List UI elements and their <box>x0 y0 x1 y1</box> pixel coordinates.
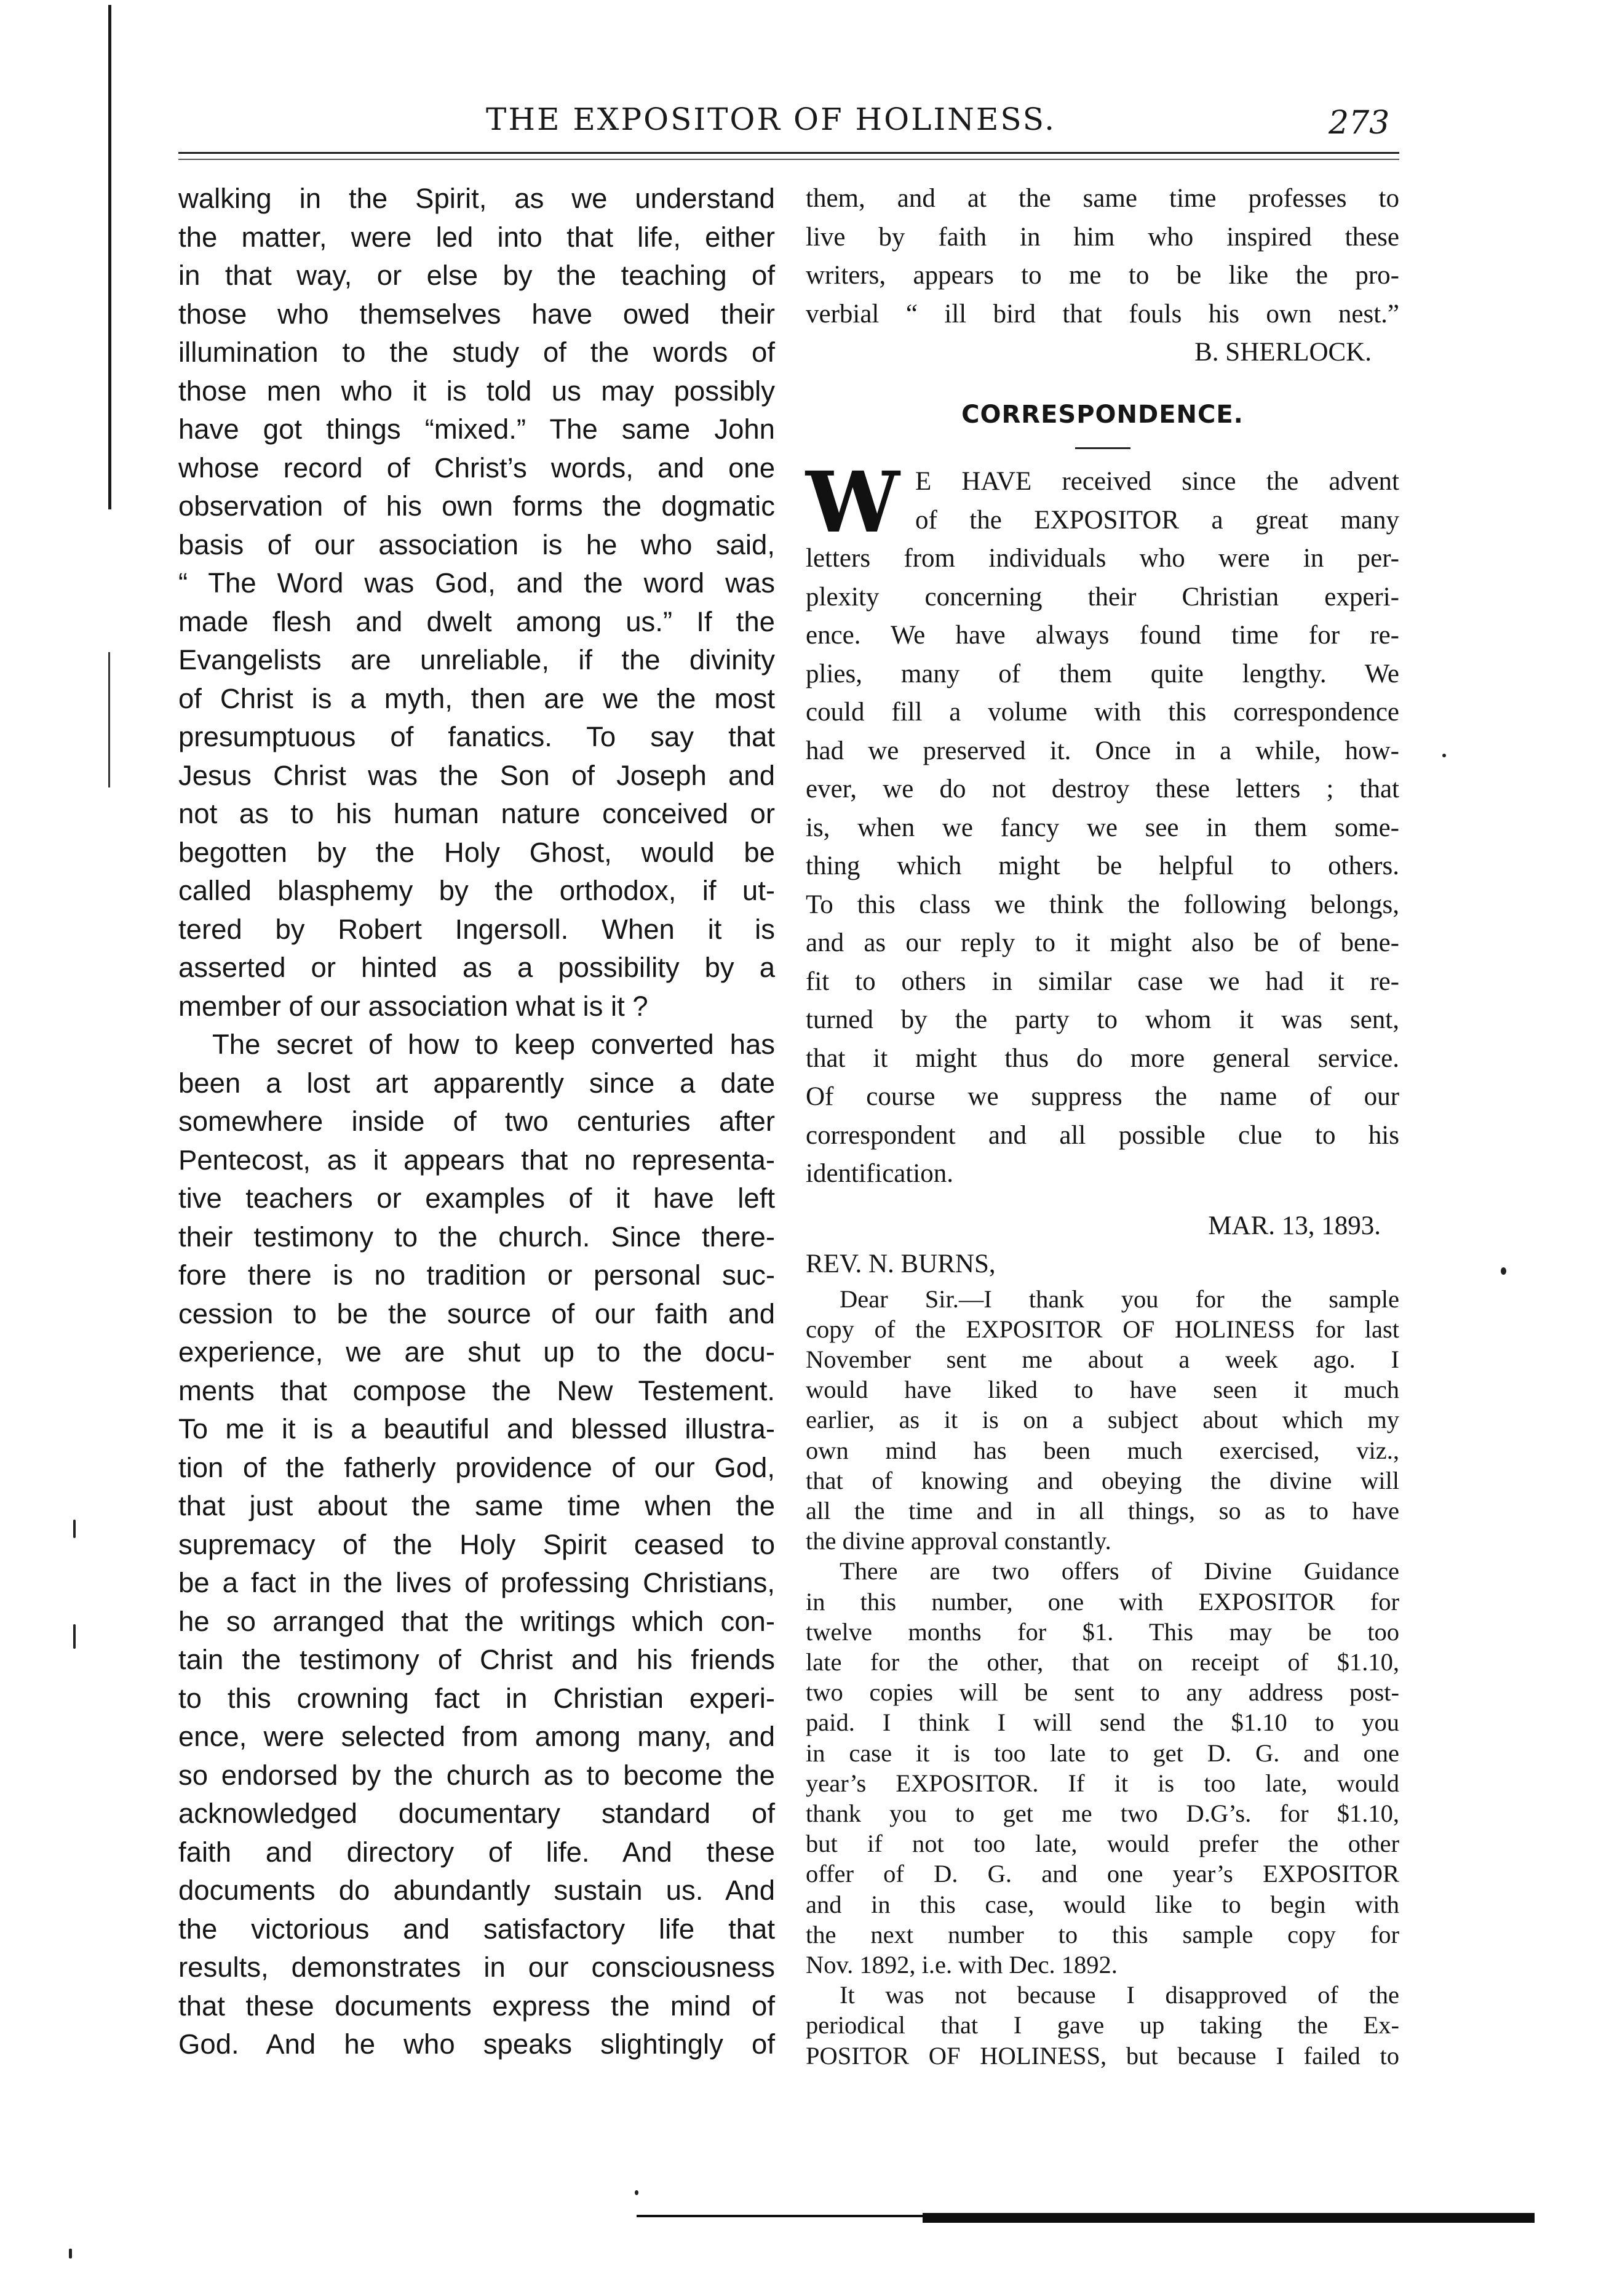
text-line: observation of his own forms the dogmatic <box>178 490 775 522</box>
text-line: earlier, as it is on a subject about which my <box>806 1406 1399 1434</box>
text-line: correspondent and all possible clue to his <box>806 1120 1399 1150</box>
left-column <box>178 180 775 2064</box>
text-line: To me it is a beautiful and blessed illustra- <box>178 1413 775 1445</box>
binding-edge-rule <box>108 5 111 509</box>
text-line: begotten by the Holy Ghost, would be <box>178 836 775 868</box>
text-line: that it might thus do more general service. <box>806 1043 1399 1073</box>
text-line: fore there is no tradition or personal suc- <box>178 1259 775 1291</box>
text-line: to this crowning fact in Christian experi- <box>178 1682 775 1714</box>
letter-date: MAR. 13, 1893. <box>1208 1211 1381 1240</box>
text-line: be a fact in the lives of professing Christians, <box>178 1567 775 1598</box>
text-line: thank you to get me two D.G’s. for $1.10, <box>806 1799 1399 1827</box>
text-line: documents do abundantly sustain us. And <box>178 1875 775 1906</box>
text-line: that of knowing and obeying the divine will <box>806 1466 1399 1494</box>
ink-speck <box>73 1520 76 1538</box>
text-line: letters from individuals who were in per- <box>806 544 1399 573</box>
text-line: those men who it is told us may possibly <box>178 375 775 407</box>
ink-speck <box>73 1624 76 1649</box>
text-line: To this class we think the following belongs, <box>806 890 1399 919</box>
right-column <box>806 180 1399 2071</box>
text-line: identification. <box>806 1159 954 1188</box>
text-line: their testimony to the church. Since there- <box>178 1221 775 1253</box>
text-line: in this number, one with EXPOSITOR for <box>806 1587 1399 1616</box>
text-line: that just about the same time when the <box>178 1490 775 1521</box>
paragraph-first-line: Dear Sir.—I thank you for the sample <box>840 1285 1399 1313</box>
text-line: the next number to this sample copy for <box>806 1920 1399 1948</box>
text-line: in case it is too late to get D. G. and one <box>806 1739 1399 1767</box>
text-line: called blasphemy by the orthodox, if ut- <box>178 875 775 906</box>
text-line: and as our reply to it might also be of bene- <box>806 928 1399 957</box>
text-line: made flesh and dwelt among us.” If the <box>178 605 775 637</box>
text-line: writers, appears to me to be like the pro- <box>806 261 1399 290</box>
text-line: ence. We have always found time for re- <box>806 621 1399 650</box>
paragraph-first-line: It was not because I disapproved of the <box>840 1981 1399 2009</box>
text-line: member of our association what is it ? <box>178 990 648 1022</box>
text-line: walking in the Spirit, as we understand <box>178 183 775 214</box>
section-heading: CORRESPONDENCE. <box>961 400 1244 429</box>
text-line: supremacy of the Holy Spirit ceased to <box>178 1528 775 1560</box>
text-line: presumptuous of fanatics. To say that <box>178 721 775 752</box>
header-rule <box>178 152 1399 154</box>
text-line: E HAVE received since the advent <box>915 467 1399 496</box>
ink-speck <box>635 2190 638 2195</box>
text-line: whose record of Christ’s words, and one <box>178 452 775 484</box>
text-line: of Christ is a myth, then are we the most <box>178 682 775 714</box>
text-line: “ The Word was God, and the word was <box>178 567 775 599</box>
text-line: tered by Robert Ingersoll. When it is <box>178 913 775 945</box>
text-line: year’s EXPOSITOR. If it is too late, would <box>806 1769 1399 1797</box>
text-line: November sent me about a week ago. I <box>806 1345 1399 1373</box>
text-line: ence, were selected from among many, and <box>178 1721 775 1752</box>
text-line: late for the other, that on receipt of $1.10, <box>806 1648 1399 1676</box>
text-line: somewhere inside of two centuries after <box>178 1106 775 1137</box>
text-line: faith and directory of life. And these <box>178 1836 775 1868</box>
text-line: he so arranged that the writings which con- <box>178 1605 775 1637</box>
text-line: ever, we do not destroy these letters ; that <box>806 775 1399 803</box>
text-line: the divine approval constantly. <box>806 1527 1111 1555</box>
text-line: but if not too late, would prefer the other <box>806 1830 1399 1858</box>
ink-speck <box>69 2249 72 2258</box>
drop-cap-letter: W <box>806 453 900 552</box>
text-line: POSITOR OF HOLINESS, but because I failed to <box>806 2041 1399 2070</box>
text-line: verbial “ ill bird that fouls his own nest.” <box>806 299 1399 329</box>
heading-rule <box>1075 447 1130 449</box>
text-line: of the EXPOSITOR a great many <box>915 505 1399 535</box>
text-line: paid. I think I will send the $1.10 to you <box>806 1708 1399 1737</box>
text-line: fit to others in similar case we had it re- <box>806 967 1399 996</box>
text-line: Jesus Christ was the Son of Joseph and <box>178 759 775 791</box>
text-line: offer of D. G. and one year’s EXPOSITOR <box>806 1860 1399 1888</box>
footer-ink-bar <box>923 2213 1535 2223</box>
paragraph-first-line: There are two offers of Divine Guidance <box>840 1557 1399 1585</box>
text-line: had we preserved it. Once in a while, how- <box>806 736 1399 765</box>
text-line: tion of the fatherly providence of our God, <box>178 1451 775 1483</box>
page-number: 273 <box>1329 105 1390 142</box>
letter-body <box>806 1284 1399 2071</box>
text-line: tain the testimony of Christ and his friends <box>178 1644 775 1675</box>
text-line: tive teachers or examples of it have left <box>178 1182 775 1214</box>
text-line: twelve months for $1. This may be too <box>806 1617 1399 1646</box>
text-line: acknowledged documentary standard of <box>178 1798 775 1829</box>
ink-speck <box>1442 754 1446 757</box>
text-line: the victorious and satisfactory life that <box>178 1913 775 1945</box>
ink-speck <box>1501 1267 1506 1275</box>
text-line: is, when we fancy we see in them some- <box>806 813 1399 842</box>
binding-edge-rule <box>108 652 110 787</box>
header-rule-thin <box>178 159 1399 160</box>
text-line: basis of our association is he who said, <box>178 528 775 560</box>
text-line: Pentecost, as it appears that no representa- <box>178 1144 775 1176</box>
text-line: own mind has been much exercised, viz., <box>806 1436 1399 1464</box>
text-line: Evangelists are unreliable, if the divinity <box>178 644 775 676</box>
text-line: illumination to the study of the words of <box>178 337 775 368</box>
paragraph-first-line: The secret of how to keep converted has <box>212 1029 775 1060</box>
text-line: periodical that I gave up taking the Ex- <box>806 2011 1399 2039</box>
text-line: live by faith in him who inspired these <box>806 222 1399 252</box>
text-line: experience, we are shut up to the docu- <box>178 1336 775 1368</box>
text-line: cession to be the source of our faith and <box>178 1297 775 1329</box>
article-signature: B. SHERLOCK. <box>1194 338 1372 367</box>
text-line: would have liked to have seen it much <box>806 1376 1399 1404</box>
running-header-title: THE EXPOSITOR OF HOLINESS. <box>486 102 1057 137</box>
text-line: in that way, or else by the teaching of <box>178 260 775 291</box>
text-line: those who themselves have owed their <box>178 298 775 330</box>
text-line: the matter, were led into that life, either <box>178 221 775 253</box>
correspondence-intro <box>806 453 1399 1194</box>
text-line: have got things “mixed.” The same John <box>178 413 775 445</box>
letter-salutation: REV. N. BURNS, <box>806 1250 996 1278</box>
text-line: could fill a volume with this correspondence <box>806 698 1399 727</box>
text-line: Nov. 1892, i.e. with Dec. 1892. <box>806 1950 1118 1979</box>
text-line: asserted or hinted as a possibility by a <box>178 952 775 983</box>
text-line: Of course we suppress the name of our <box>806 1082 1399 1111</box>
text-line: results, demonstrates in our consciousness <box>178 1951 775 1983</box>
text-line: plexity concerning their Christian experi- <box>806 582 1399 612</box>
text-line: turned by the party to whom it was sent, <box>806 1005 1399 1034</box>
text-line: that these documents express the mind of <box>178 1990 775 2022</box>
text-line: plies, many of them quite lengthy. We <box>806 659 1399 688</box>
text-line: thing which might be helpful to others. <box>806 851 1399 880</box>
text-line: ments that compose the New Testement. <box>178 1374 775 1406</box>
text-line: not as to his human nature conceived or <box>178 798 775 829</box>
text-line: them, and at the same time professes to <box>806 184 1399 213</box>
text-line: copy of the EXPOSITOR OF HOLINESS for last <box>806 1315 1399 1343</box>
text-line: so endorsed by the church as to become the <box>178 1759 775 1791</box>
text-line: been a lost art apparently since a date <box>178 1067 775 1099</box>
text-line: God. And he who speaks slightingly of <box>178 2028 775 2060</box>
text-line: all the time and in all things, so as to have <box>806 1496 1399 1525</box>
text-line: and in this case, would like to begin with <box>806 1890 1399 1918</box>
text-line: two copies will be sent to any address post- <box>806 1678 1399 1707</box>
